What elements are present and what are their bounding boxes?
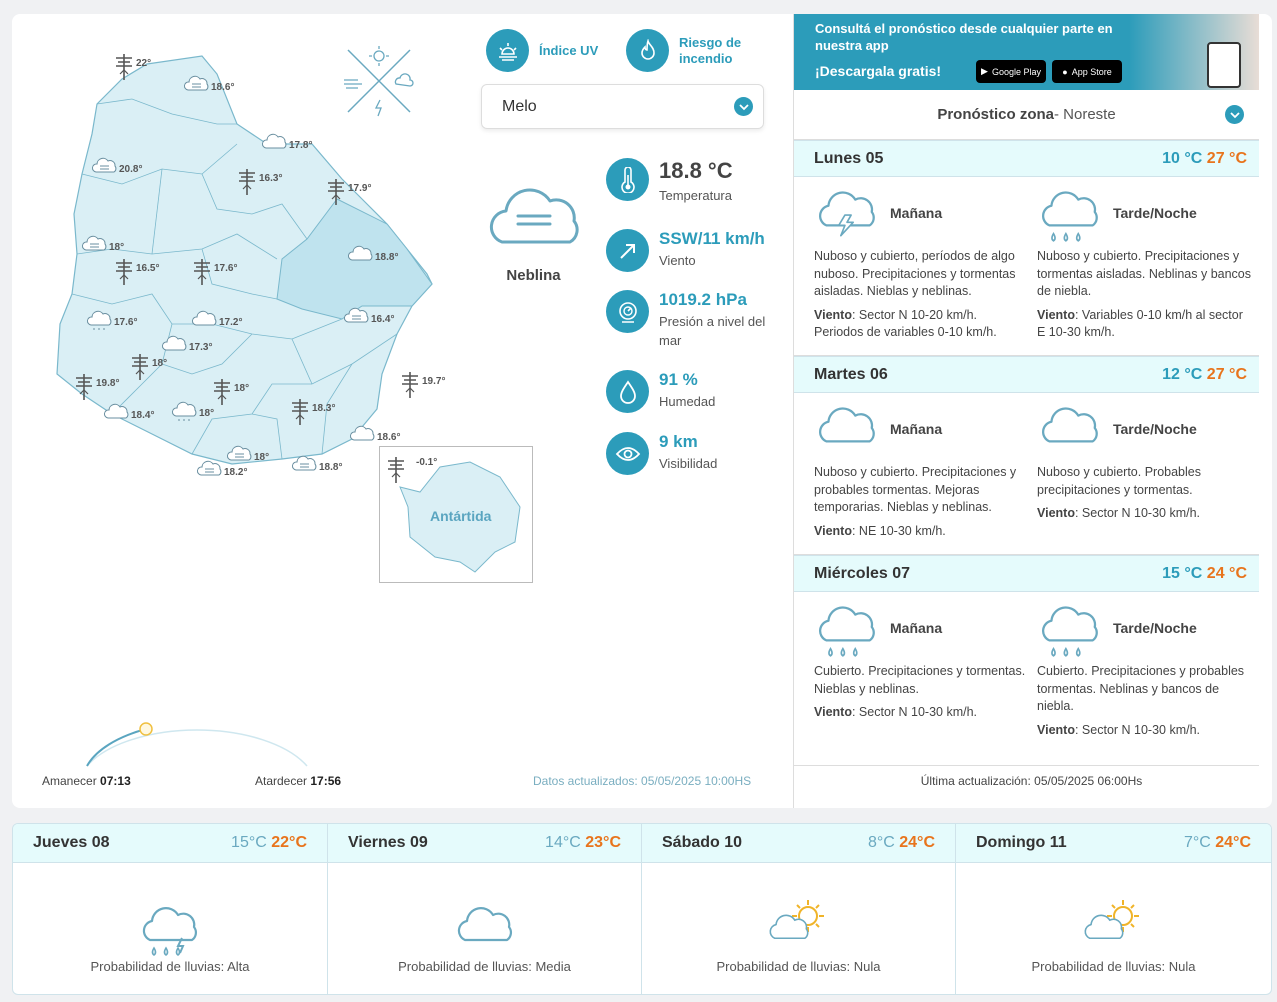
eye-icon: [606, 432, 649, 475]
pressure-stat: [606, 290, 774, 350]
night-label: Tarde/Noche: [1113, 205, 1197, 221]
legend-compass-icon: [340, 42, 418, 120]
morning-label: Mañana: [890, 421, 943, 437]
zone-select[interactable]: [794, 90, 1259, 140]
max-temp: 27 °C: [1206, 149, 1247, 167]
antarctica-inset[interactable]: [379, 446, 533, 583]
night-forecast: [1037, 398, 1252, 523]
wind-label: Viento: [659, 253, 696, 268]
current-description: Neblina: [506, 267, 561, 284]
cloud-icon: [1037, 398, 1103, 460]
max-temp: 23°C: [585, 834, 621, 851]
weekly-forecast: [12, 823, 1272, 995]
storm-rain-icon: [137, 898, 203, 958]
thunderstorm-cloud-icon: [814, 182, 880, 244]
uv-index-label: Índice UV: [539, 42, 599, 58]
map-station-temp: 18.8°: [319, 462, 343, 473]
max-temp: 24°C: [1215, 834, 1251, 851]
min-temp: 7°C: [1183, 834, 1211, 851]
map-station-temp: 18.2°: [224, 467, 248, 478]
partly-cloudy-icon: [764, 898, 834, 956]
morning-label: Mañana: [890, 205, 943, 221]
rain-cloud-icon: [1037, 597, 1103, 659]
rain-probability: Probabilidad de lluvias: Nula: [716, 959, 881, 974]
uruguay-map[interactable]: [52, 44, 492, 494]
weekly-day-header: [13, 824, 327, 863]
map-station-temp: 22°: [136, 58, 152, 69]
morning-forecast: [814, 182, 1029, 342]
day-forecast: [794, 140, 1259, 356]
morning-wind: Viento: Sector N 10-20 km/h. Periodos de variables 0-10 km/h.: [814, 307, 997, 339]
antarctica-label: Antártida: [430, 508, 492, 524]
rain-probability: Probabilidad de lluvias: Alta: [90, 959, 250, 974]
night-description: Cubierto. Precipitaciones y probables tormentas. Neblinas y bancos de niebla.: [1037, 664, 1245, 713]
app-store-button[interactable]: ● App Store: [1052, 60, 1122, 83]
sun-position-marker: [140, 723, 152, 735]
rain-cloud-icon: [814, 597, 880, 659]
weekly-day-header: [956, 824, 1271, 863]
min-temp: 8°C: [867, 834, 895, 851]
wind-stat: [606, 229, 774, 272]
flame-icon: [626, 29, 669, 72]
map-station-temp: 18.4°: [131, 410, 155, 421]
sunrise: [42, 774, 131, 788]
map-station-temp: 16.3°: [259, 173, 283, 184]
map-station-temp: 17.9°: [348, 183, 372, 194]
weekly-day[interactable]: [328, 824, 642, 995]
max-temp: 24 °C: [1206, 564, 1247, 582]
map-station-temp: 18.3°: [312, 403, 336, 414]
fog-cloud-icon: [482, 174, 586, 254]
min-temp: 15 °C: [1162, 564, 1203, 582]
map-station-temp: 17.6°: [114, 317, 138, 328]
night-wind: Viento: Sector N 10-30 km/h.: [1037, 506, 1201, 520]
map-station-temp: 18°: [254, 452, 270, 463]
map-station-temp: 17.2°: [219, 317, 243, 328]
wind-direction-arrow-icon: [606, 229, 649, 272]
map-station-temp: 18°: [109, 242, 125, 253]
min-temp: 10 °C: [1162, 149, 1203, 167]
max-temp: 22°C: [271, 834, 307, 851]
cloud-icon: [814, 398, 880, 460]
pressure-label: Presión a nivel del mar: [659, 314, 766, 348]
night-description: Nuboso y cubierto. Probables precipitaciones y tormentas.: [1037, 465, 1201, 497]
humidity-stat: [606, 370, 774, 413]
morning-description: Cubierto. Precipitaciones y tormentas. Nieblas y neblinas.: [814, 664, 1026, 696]
day-name: Viernes 09: [348, 834, 428, 851]
sunrise-time: 07:13: [100, 774, 131, 788]
day-header: [794, 140, 1259, 177]
min-temp: 12 °C: [1162, 365, 1203, 383]
zone-name: - Noreste: [1054, 106, 1116, 123]
banner-title: Consultá el pronóstico desde cualquier parte en nuestra app: [815, 21, 1113, 53]
zone-prefix: Pronóstico zona: [937, 106, 1054, 123]
fire-risk-button[interactable]: [626, 29, 741, 72]
visibility-label: Visibilidad: [659, 456, 718, 471]
night-wind: Viento: Variables 0-10 km/h al sector E 10-30 km/h.: [1037, 307, 1243, 339]
night-label: Tarde/Noche: [1113, 620, 1197, 636]
cloud-icon: [452, 898, 518, 958]
map-station-16[interactable]: [402, 372, 445, 398]
min-temp: 14°C: [545, 834, 581, 851]
max-temp: 24°C: [899, 834, 935, 851]
cloud-icon: [262, 134, 285, 148]
map-station-temp: 17.6°: [214, 263, 238, 274]
windmill-icon: [402, 372, 418, 398]
rain-probability: Probabilidad de lluvias: Media: [398, 959, 571, 974]
weekly-day[interactable]: [956, 824, 1271, 995]
weekly-day[interactable]: [13, 824, 328, 995]
apple-icon: ●: [1062, 66, 1068, 77]
humidity-label: Humedad: [659, 394, 716, 409]
wind-value: SSW/11 km/h: [659, 229, 765, 248]
day-name: Lunes 05: [814, 149, 884, 167]
night-forecast: [1037, 182, 1252, 342]
day-name: Jueves 08: [33, 834, 110, 851]
map-station-temp: 18°: [152, 358, 168, 369]
temperature-label: Temperatura: [659, 188, 732, 203]
last-update: Última actualización: 05/05/2025 06:00Hs: [920, 774, 1143, 788]
day-name: Miércoles 07: [814, 564, 911, 582]
weekly-day-header: [328, 824, 641, 863]
thermometer-icon: [606, 158, 649, 201]
sunset: [255, 774, 341, 788]
pressure-value: 1019.2 hPa: [659, 290, 747, 309]
map-station-temp: 16.5°: [136, 263, 160, 274]
map-station-temp: 18°: [234, 383, 250, 394]
weekly-day[interactable]: [642, 824, 956, 995]
sun-path-arc: [42, 714, 322, 774]
chevron-down-icon: [1225, 105, 1244, 124]
fog-icon: [197, 461, 220, 475]
max-temp: 27 °C: [1206, 365, 1247, 383]
humidity-value: 91 %: [659, 370, 698, 389]
map-station-temp: 17.3°: [189, 342, 213, 353]
chevron-down-icon: [734, 97, 753, 116]
night-wind: Viento: Sector N 10-30 km/h.: [1037, 722, 1201, 737]
fire-risk-label-1: Riesgo de: [679, 34, 742, 50]
day-header: [794, 555, 1259, 592]
sun-icon: [486, 29, 529, 72]
map-station-temp: 18.8°: [375, 252, 399, 263]
app-download-banner[interactable]: [794, 14, 1259, 90]
map-station-temp: 18.6°: [377, 432, 401, 443]
phone-image: [1207, 42, 1241, 88]
day-name: Sábado 10: [662, 834, 743, 851]
day-name: Domingo 11: [976, 834, 1067, 851]
weekly-day-header: [642, 824, 955, 863]
morning-label: Mañana: [890, 620, 943, 636]
day-forecast: [794, 555, 1259, 766]
fog-icon: [292, 456, 315, 470]
visibility-stat: [606, 432, 774, 475]
sunset-label: Atardecer: [255, 774, 308, 788]
min-temp: 15°C: [231, 834, 267, 851]
sunset-time: 17:56: [310, 774, 342, 788]
night-label: Tarde/Noche: [1113, 421, 1197, 437]
google-play-icon: ▶: [981, 66, 988, 76]
map-station-temp: 18.6°: [211, 82, 235, 93]
morning-wind: Viento: NE 10-30 km/h.: [814, 523, 946, 538]
google-play-button[interactable]: ▶ Google Play: [976, 60, 1046, 83]
morning-wind: Viento: Sector N 10-30 km/h.: [814, 705, 978, 719]
barometer-icon: [606, 290, 649, 333]
map-station-25[interactable]: [292, 456, 342, 473]
map-station-temp: 17.8°: [289, 140, 313, 151]
fire-risk-label-2: incendio: [679, 50, 733, 66]
antarctica-temp: -0.1°: [416, 457, 438, 468]
morning-description: Nuboso y cubierto. Precipitaciones y probables tormentas. Mejoras temporarias. Nieblas y neblinas.: [814, 465, 1017, 514]
data-updated: Datos actualizados: 05/05/2025 10:00HS: [533, 774, 752, 788]
rain-probability: Probabilidad de lluvias: Nula: [1031, 959, 1196, 974]
night-forecast: [1037, 597, 1252, 739]
temperature-stat: [606, 158, 774, 205]
morning-description: Nuboso y cubierto, períodos de algo nuboso. Precipitaciones y tormentas aisladas. Nieblas y neblinas.: [814, 249, 1016, 298]
visibility-value: 9 km: [659, 432, 698, 451]
day-header: [794, 356, 1259, 393]
night-description: Nuboso y cubierto. Precipitaciones y tormentas aisladas. Neblinas y bancos de niebla.: [1037, 249, 1252, 298]
map-station-temp: 16.4°: [371, 314, 395, 325]
rain-cloud-icon: [1037, 182, 1103, 244]
location-select[interactable]: [481, 84, 764, 129]
banner-subtitle: ¡Descargala gratis!: [815, 63, 942, 79]
water-drop-icon: [606, 370, 649, 413]
map-station-24[interactable]: [197, 461, 247, 478]
day-name: Martes 06: [814, 365, 888, 383]
map-station-22[interactable]: [350, 426, 400, 443]
partly-cloudy-icon: [1079, 898, 1149, 956]
map-station-temp: 19.7°: [422, 376, 446, 387]
uv-index-button[interactable]: [486, 29, 598, 72]
map-station-temp: 20.8°: [119, 164, 143, 175]
main-panel: [12, 14, 1272, 808]
map-station-temp: 18°: [199, 408, 215, 419]
map-station-temp: 19.8°: [96, 378, 120, 389]
day-forecast: [794, 356, 1259, 555]
location-select-value: Melo: [502, 97, 537, 115]
zone-forecast-panel: [793, 14, 1272, 808]
sunrise-label: Amanecer: [42, 774, 97, 788]
temperature-value: 18.8 °C: [659, 158, 733, 183]
morning-forecast: [814, 398, 1029, 540]
morning-forecast: [814, 597, 1029, 722]
